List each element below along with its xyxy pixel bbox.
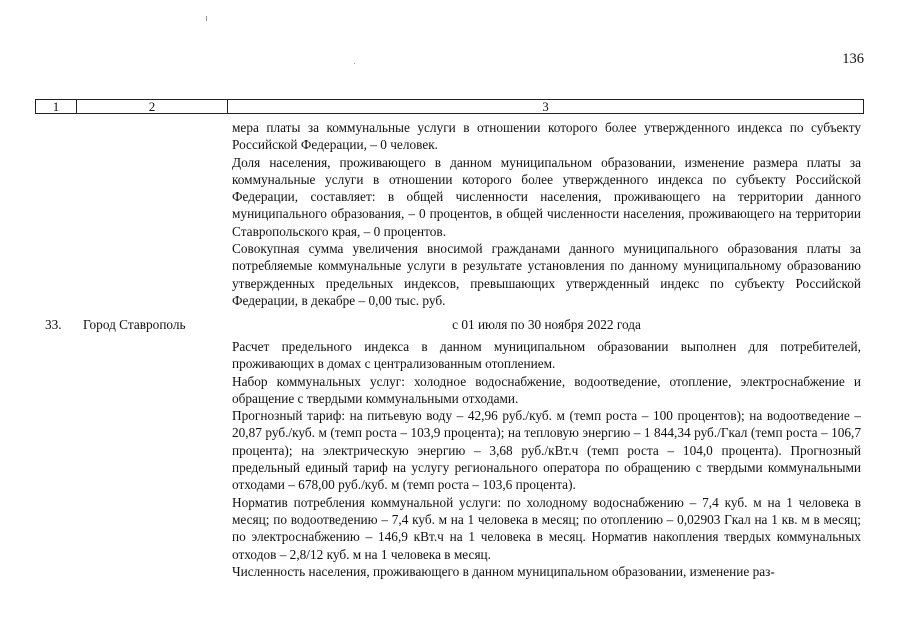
continuation-text bbox=[232, 119, 861, 309]
row-number: 33. bbox=[45, 317, 62, 332]
scan-mark bbox=[206, 16, 207, 21]
municipality-name: Город Ставрополь bbox=[83, 317, 186, 332]
paragraph: Совокупная сумма увеличения вносимой гражданами данного муниципального образования платы за потребляемые коммунальные услуги в результате установления по данному муниципальному образованию утвержденных предельных индексов, превышающих утвержденный индекс по субъекту Российской Федерации, в декабре – 0,00 тыс. руб. bbox=[232, 241, 861, 308]
paragraph: Численность населения, проживающего в данном муниципальном образовании, изменение раз- bbox=[232, 563, 775, 579]
scan-mark bbox=[354, 63, 355, 64]
paragraph: Набор коммунальных услуг: холодное водоснабжение, водоотведение, отопление, электроснабжение и обращение с твердыми коммунальными отходами. bbox=[232, 373, 861, 406]
table-column-header bbox=[35, 99, 864, 114]
page-number: 136 bbox=[842, 51, 864, 67]
paragraph: мера платы за коммунальные услуги в отношении которого более утвержденного индекса по субъекту Российской Федерации, – 0 человек. bbox=[232, 120, 861, 153]
paragraph: Норматив потребления коммунальной услуги: по холодному водоснабжению – 7,4 куб. м на 1 человека в месяц; по водоотведению – 7,4 куб. м на 1 человека в месяц; по отоплению – 0,02903 Гкал на 1 кв. м в месяц; по электроснабжению – 146,9 кВт.ч на 1 человека в месяц. Норматив накопления твердых коммунальных отходов – 2,8/12 куб. м на 1 человека в месяц. bbox=[232, 494, 861, 562]
period-heading: с 01 июля по 30 ноября 2022 года bbox=[452, 317, 641, 332]
column-header-3: 3 bbox=[542, 99, 549, 114]
column-header-2: 2 bbox=[77, 100, 228, 113]
row-text bbox=[232, 338, 861, 580]
paragraph: Доля населения, проживающего в данном муниципальном образовании, изменение размера платы за коммунальные услуги в отношении которого более утвержденного индекса по субъекту Российской Федерации, составляет: в общей численности населения, проживающего на территории данного муниципального образования, – 0 процентов, в общей численности населения, проживающего на территории Ставропольского края, – 0 процентов. bbox=[232, 154, 861, 239]
paragraph: Расчет предельного индекса в данном муниципальном образовании выполнен для потребителей, проживающих в домах с централизованным отоплением. bbox=[232, 339, 861, 372]
column-header-1: 1 bbox=[36, 100, 77, 113]
paragraph: Прогнозный тариф: на питьевую воду – 42,96 руб./куб. м (темп роста – 100 процентов); на водоотведение – 20,87 руб./куб. м (темп роста – 103,9 процента); на тепловую энергию – 1 844,34 руб./Гкал (темп роста – 106,7 процента); на электрическую энергию – 3,68 руб./кВт.ч (темп роста – 104,0 процента). Прогнозный предельный единый тариф на услугу регионального оператора по обращению с твердыми коммунальными отходами – 678,00 руб./куб. м (темп роста – 103,6 процента). bbox=[232, 408, 861, 493]
